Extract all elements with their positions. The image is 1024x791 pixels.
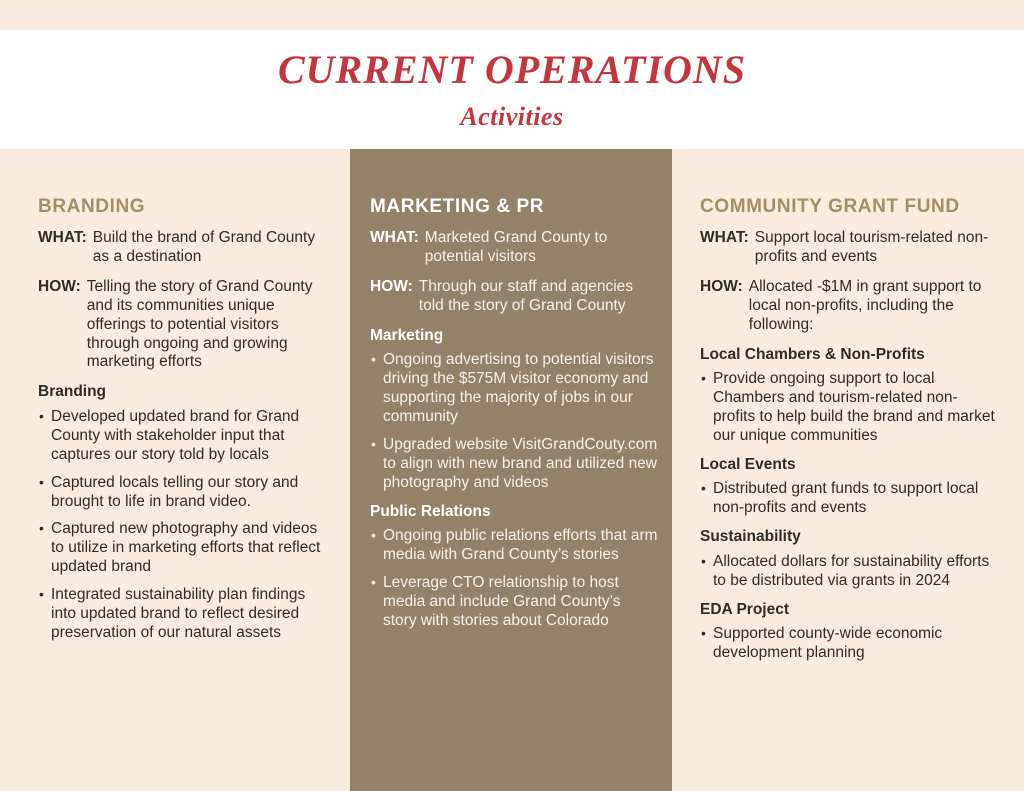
how-row: [370, 278, 658, 316]
how-label: HOW:: [700, 277, 743, 295]
bullet-item: • Supported county-wide economic development planning: [700, 625, 996, 663]
what-row: [38, 229, 334, 267]
section-heading: Local Events: [700, 455, 796, 473]
bullet-list: [700, 625, 996, 663]
bullet-list: [700, 370, 996, 446]
how-row: [38, 278, 334, 373]
bullet-item: • Developed updated brand for Grand County with stakeholder input that captures our story told by locals: [38, 408, 334, 465]
section-heading: Marketing: [370, 326, 444, 344]
bullet-item: • Captured new photography and videos to utilize in marketing efforts that reflect updated brand: [38, 520, 334, 577]
page-title: CURRENT OPERATIONS: [277, 47, 747, 92]
how-text: Through our staff and agencies told the story of Grand County: [418, 277, 634, 314]
page-subtitle: Activities: [460, 102, 564, 131]
bullet-list: [370, 351, 658, 492]
bullet-list: [38, 408, 334, 643]
section-heading: Branding: [38, 383, 107, 401]
column-header: MARKETING & PR: [370, 196, 545, 217]
section-heading: Sustainability: [700, 528, 801, 546]
how-label: HOW:: [370, 277, 413, 295]
column-header: BRANDING: [38, 196, 146, 217]
how-row: [700, 278, 996, 335]
what-row: [370, 229, 658, 267]
section-heading: Local Chambers & Non-Profits: [700, 345, 925, 363]
what-label: WHAT:: [370, 229, 419, 246]
bullet-item: • Ongoing advertising to potential visitors driving the $575M visitor economy and supporting the majority of jobs in our community: [370, 351, 658, 427]
bullet-item: • Leverage CTO relationship to host media and include Grand County’s story with stories about Colorado: [370, 574, 658, 631]
title-band: [0, 30, 1024, 149]
how-text: Telling the story of Grand County and its communities unique offerings to potential visitors through ongoing and growing marketing efforts: [86, 277, 313, 371]
what-text: Support local tourism-related non-profits and events: [754, 229, 989, 265]
bullet-item: • Distributed grant funds to support local non-profits and events: [700, 480, 996, 518]
bullet-item: • Integrated sustainability plan findings into updated brand to reflect desired preservation of our natural assets: [38, 586, 334, 643]
how-label: HOW:: [38, 277, 81, 295]
bullet-item: • Captured locals telling our story and brought to life in brand video.: [38, 474, 334, 512]
what-row: [700, 229, 996, 267]
section-heading: Public Relations: [370, 502, 491, 520]
column-marketing-pr: [370, 196, 658, 640]
bullet-list: [700, 553, 996, 591]
what-text: Build the brand of Grand County as a destination: [92, 229, 316, 265]
what-label: WHAT:: [700, 229, 749, 246]
what-label: WHAT:: [38, 229, 87, 246]
section-heading: EDA Project: [700, 600, 790, 618]
how-text: Allocated -$1M in grant support to local non-profits, including the following:: [748, 277, 982, 333]
bullet-item: • Provide ongoing support to local Chambers and tourism-related non-profits to help build the brand and market our unique communities: [700, 370, 996, 446]
what-text: Marketed Grand County to potential visitors: [424, 229, 608, 265]
bullet-item: • Ongoing public relations efforts that arm media with Grand County’s stories: [370, 527, 658, 565]
bullet-item: • Upgraded website VisitGrandCouty.com to align with new brand and utilized new photography and videos: [370, 436, 658, 493]
bullet-list: [370, 527, 658, 631]
column-community-grant-fund: [700, 196, 996, 672]
column-branding: [38, 196, 334, 652]
column-header: COMMUNITY GRANT FUND: [700, 196, 960, 217]
bullet-item: • Allocated dollars for sustainability efforts to be distributed via grants in 2024: [700, 553, 996, 591]
bullet-list: [700, 480, 996, 518]
